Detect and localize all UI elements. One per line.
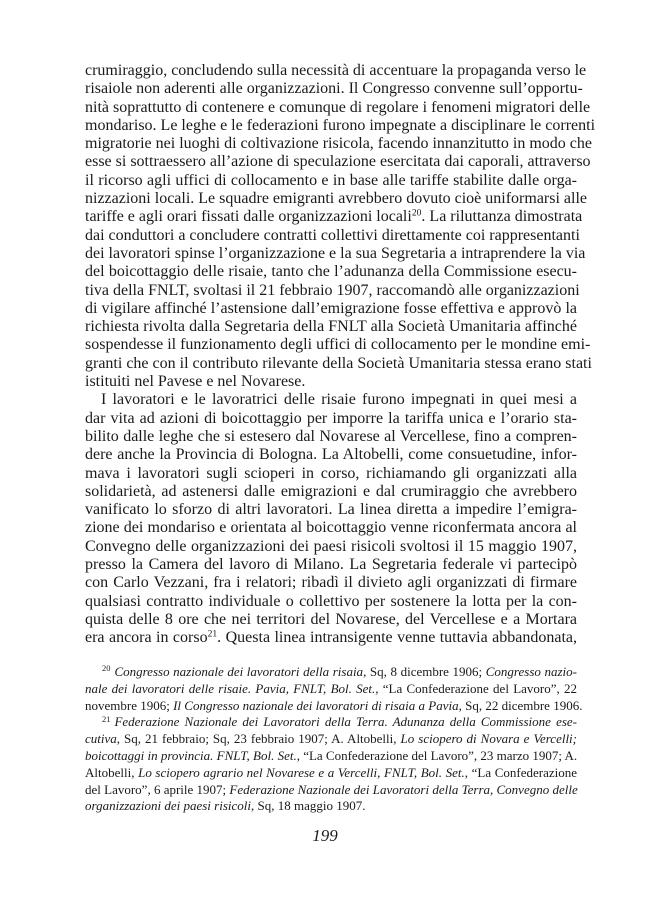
- body-line: [85, 263, 577, 281]
- text-segment: richiesta rivolta dalla Segretaria della FNLT alla Società Umanitaria affinché: [85, 318, 577, 336]
- text-segment: crumiraggio, concludendo sulla necessità di accentuare la propaganda verso le: [85, 62, 587, 79]
- text-segment: cutiva: [85, 731, 117, 747]
- body-line: [85, 465, 577, 483]
- text-segment: qualsiasi contratto individuale o collettivo per sostenere la lotta per la con-: [85, 592, 577, 610]
- text-segment: Congresso nazionale dei lavoratori della risaia: [114, 664, 364, 679]
- text-segment: del Lavoro”, 6 aprile 1907;: [85, 781, 230, 797]
- footnote-line: [85, 697, 583, 715]
- text-segment: istituiti nel Pavese e nel Novarese.: [85, 373, 306, 391]
- text-segment: Convegno delle organizzazioni dei paesi risicoli svoltosi il 15 maggio 1907,: [85, 537, 577, 555]
- text-segment: . La riluttanza dimostrata: [421, 208, 583, 226]
- body-line: [85, 98, 591, 117]
- text-segment: Federazione Nazionale dei Lavoratori della Terra, Convegno delle: [229, 781, 578, 797]
- body-line: [85, 391, 577, 409]
- text-segment: solidarietà, ad astenersi dalle emigrazioni e dal crumiraggio che avrebbero: [85, 482, 577, 500]
- footnote-line: [85, 714, 577, 731]
- text-segment: risaiole non aderenti alle organizzazioni. Il Congresso convenne sull’opportu-: [85, 80, 583, 98]
- text-segment: granti che con il contributo rilevante della Società Umanitaria stessa erano stati: [85, 354, 592, 372]
- body-line: [85, 318, 577, 336]
- body-line: [85, 483, 577, 501]
- body-line: [85, 373, 577, 391]
- text-segment: I lavoratori e le lavoratrici delle risaie furono impegnati in quei mesi a: [101, 391, 577, 409]
- text-segment: bilito dalle leghe che si estesero dal Novarese al Vercellese, fino a compren-: [85, 427, 577, 445]
- text-segment: tariffe e agli orari fissati dalle organizzazioni locali: [85, 208, 412, 226]
- text-segment: dei lavoratori spinse l’organizzazione e la sua Segretaria a intraprendere la via: [85, 244, 586, 262]
- body-line: [85, 354, 592, 373]
- text-segment: , Sq, 8 dicembre 1906;: [363, 664, 486, 679]
- body-line: [85, 538, 577, 556]
- footnote-line: [85, 664, 577, 681]
- body-line: [85, 410, 577, 428]
- text-segment: il ricorso agli uffici di collocamento e in base alle tariffe stabilite dalle orga-: [85, 171, 577, 189]
- body-line: [85, 135, 592, 153]
- text-segment: organizzazioni dei paesi risicoli: [85, 798, 251, 814]
- body-line: [85, 226, 580, 245]
- text-segment: dere anche la Provincia di Bologna. La Altobelli, come consuetudine, infor-: [85, 446, 577, 464]
- page-number: 199: [312, 826, 338, 845]
- text-segment: Altobelli,: [85, 764, 139, 780]
- body-line: [85, 446, 577, 464]
- body-line: [85, 190, 588, 208]
- body-line: [85, 62, 587, 80]
- text-segment: Il Congresso nazionale dei lavoratori di risaia a Pavia: [173, 697, 459, 713]
- text-segment: dai conduttori a concludere contratti collettivi direttamente coi rappresentanti: [85, 226, 580, 244]
- text-segment: era ancora in corso: [85, 629, 208, 647]
- text-segment: esse si sottraessero all’azione di speculazione esercitata dai caporali, attraverso: [85, 153, 591, 171]
- text-segment: sospendesse il funzionamento degli uffici di collocamento per le mondine emi-: [85, 336, 591, 354]
- text-segment: zione dei mondariso e orientata al boicottaggio venne riconfermata ancora al: [85, 519, 577, 537]
- body-text: [85, 62, 596, 648]
- text-segment: tiva della FNLT, svoltasi il 21 febbraio 1907, raccomandò alle organizzazioni: [85, 281, 580, 299]
- footnote-line: [85, 765, 577, 782]
- body-line: [85, 629, 577, 647]
- footnote-line: [85, 798, 577, 815]
- body-line: [85, 153, 591, 171]
- text-segment: , Sq, 18 maggio 1907.: [251, 798, 366, 814]
- text-segment: , “La Confederazione del Lavoro”, 23 marzo 1907; A.: [296, 747, 578, 763]
- body-line: [85, 336, 591, 354]
- body-line: [85, 574, 577, 592]
- footnote-line: [85, 748, 577, 765]
- body-line: [85, 556, 577, 574]
- text-segment: . Questa linea intransigente venne tuttavia abbandonata,: [217, 629, 577, 647]
- text-segment: quista delle 8 ore che nei territori del Novarese, del Vercellese e a Mortara: [85, 610, 577, 628]
- text-segment: novembre 1906;: [85, 697, 174, 713]
- body-line: [85, 116, 596, 135]
- body-line: [85, 172, 577, 190]
- footnote-reference: 20: [102, 663, 111, 674]
- body-line: [85, 428, 577, 446]
- text-segment: Lo sciopero di Novara e Vercelli;: [400, 731, 577, 747]
- text-segment: mondariso. Le leghe e le federazioni furono impegnate a disciplinare le correnti: [85, 116, 596, 134]
- text-segment: del boicottaggio delle risaie, tanto che l’adunanza della Commissione esecu-: [85, 263, 577, 281]
- text-segment: , “La Confederazione del Lavoro”, 22: [375, 680, 578, 696]
- text-segment: con Carlo Vezzani, fra i relatori; ribadì il divieto agli organizzati di firmare: [85, 574, 577, 592]
- body-line: [85, 300, 577, 318]
- text-segment: mava i lavoratori sugli scioperi in corso, richiamando gli organizzati alla: [85, 464, 577, 482]
- text-segment: presso la Camera del lavoro di Milano. La Segretaria federale vi partecipò: [85, 556, 577, 574]
- footnote-reference: 20: [411, 208, 422, 220]
- footnote-reference: 21: [102, 713, 111, 724]
- footnotes: [85, 663, 583, 815]
- text-segment: nità soprattutto di contenere e comunque di regolare i fenomeni migratori delle: [85, 98, 591, 116]
- body-line: [85, 611, 577, 629]
- text-segment: migratorie nei luoghi di coltivazione risicola, facendo innanzitutto in modo che: [85, 135, 592, 153]
- body-line: [85, 281, 580, 300]
- text-segment: , Sq, 22 dicembre 1906.: [458, 697, 583, 713]
- body-line: [85, 501, 577, 519]
- body-line: [85, 80, 583, 98]
- text-segment: , Sq, 21 febbraio; Sq, 23 febbraio 1907; A. Altobelli,: [116, 731, 401, 747]
- text-segment: , “La Confederazione: [464, 764, 577, 780]
- text-segment: Lo sciopero agrario nel Novarese e a Vercelli, FNLT, Bol. Set.: [138, 764, 465, 780]
- footnote-reference: 21: [207, 628, 218, 640]
- body-line: [85, 519, 577, 537]
- body-line: [85, 208, 583, 226]
- text-segment: vanificato lo sforzo di altri lavoratori. La linea diretta a impedire l’emigra-: [85, 501, 577, 519]
- body-line: [85, 593, 577, 611]
- text-segment: nale dei lavoratori delle risaie. Pavia, FNLT, Bol. Set.: [85, 680, 376, 696]
- text-segment: Federazione Nazionale dei Lavoratori della Terra. Adunanza della Commissione ese-: [114, 714, 577, 730]
- footnote-line: [85, 731, 577, 748]
- text-segment: Congresso nazio-: [485, 664, 577, 679]
- text-segment: boicottaggi in provincia. FNLT, Bol. Set.: [85, 747, 297, 763]
- text-segment: dar vita ad azioni di boicottaggio per imporre la tariffa unica e l’orario sta-: [85, 409, 577, 427]
- body-line: [85, 244, 586, 263]
- footnote-line: [85, 782, 577, 799]
- text-segment: nizzazioni locali. Le squadre emigranti avrebbero dovuto cioè uniformarsi alle: [85, 190, 588, 208]
- text-segment: di vigilare affinché l’astensione dall’emigrazione fosse effettiva e approvò la: [85, 299, 577, 317]
- footnote-line: [85, 681, 577, 698]
